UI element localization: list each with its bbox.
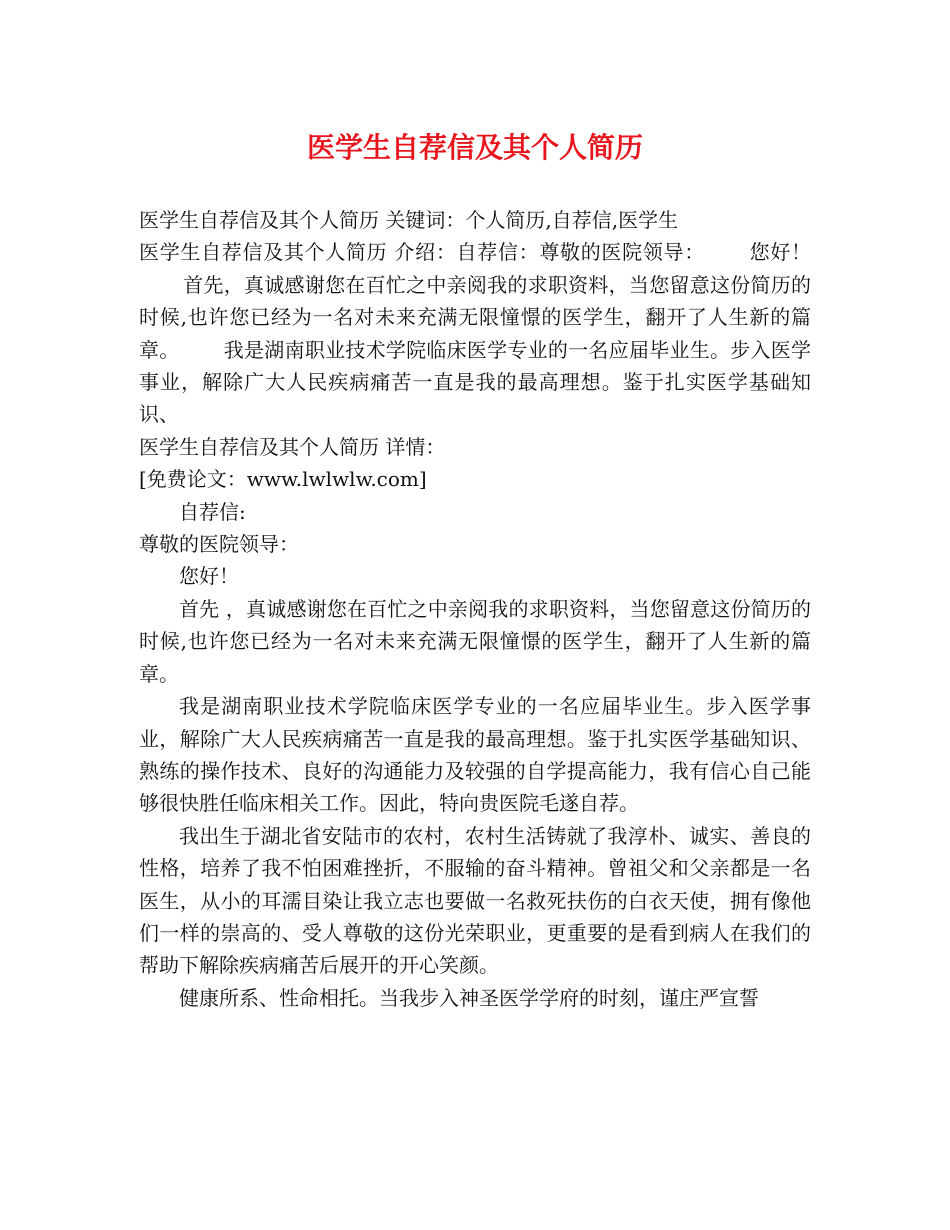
letter-paragraph: 首先 ，真诚感谢您在百忙之中亲阅我的求职资料，当您留意这份简历的时候,也许您已经为一名对未来充满无限憧憬的医学生，翻开了人生新的篇章。: [139, 596, 811, 686]
letter-paragraph: 健康所系、性命相托。当我步入神圣医学学府的时刻，谨庄严宣誓: [179, 985, 759, 1010]
details-label: 医学生自荐信及其个人简历 详情：: [139, 434, 446, 459]
intro-block: [139, 236, 811, 430]
document-title: 医学生自荐信及其个人简历: [306, 131, 643, 164]
intro-greeting: 您好！: [748, 240, 812, 265]
letter-paragraph: 我是湖南职业技术学院临床医学专业的一名应届毕业生。步入医学事业，解除广大人民疾病痛苦一直是我的最高理想。鉴于扎实医学基础知识、熟练的操作技术、良好的沟通能力及较强的自学提高能力，我有信心自己能够很快胜任临床相关工作。因此，特向贵医院毛遂自荐。: [139, 694, 811, 816]
letter-salutation: 尊敬的医院领导：: [139, 532, 299, 557]
letter-paragraph: 我出生于湖北省安陆市的农村，农村生活铸就了我淳朴、诚实、善良的性格，培养了我不怕困难挫折，不服输的奋斗精神。曾祖父和父亲都是一名医生，从小的耳濡目染让我立志也要做一名救死扶伤的白衣天使，拥有像他们一样的崇高的、受人尊敬的这份光荣职业，更重要的是看到病人在我们的帮助下解除疾病痛苦后展开的开心笑颜。: [139, 823, 811, 978]
intro-heading: 自荐信：尊敬的医院领导：: [456, 240, 705, 265]
intro-paragraph-2: 我是湖南职业技术学院临床医学专业的一名应届毕业生。步入医学事业，解除广大人民疾病痛苦一直是我的最高理想。鉴于扎实医学基础知识、: [139, 337, 812, 427]
intro-paragraph-1: 首先，真诚感谢您在百忙之中亲阅我的求职资料，当您留意这份简历的时候,也许您已经为一名对未来充满无限憧憬的医学生，翻开了人生新的篇章。: [139, 272, 811, 362]
keywords-line: [139, 204, 811, 236]
intro-label: 医学生自荐信及其个人简历 介绍：: [139, 240, 457, 265]
document-body: [139, 204, 811, 1014]
letter-heading: 自荐信:: [179, 499, 246, 524]
keywords-value: 个人简历,自荐信,医学生: [465, 208, 679, 232]
letter-greeting: 您好！: [179, 564, 239, 589]
keywords-label: 医学生自荐信及其个人简历 关键词：: [139, 208, 466, 232]
source-link: [免费论文：www.lwlwlw.com]: [139, 467, 427, 492]
